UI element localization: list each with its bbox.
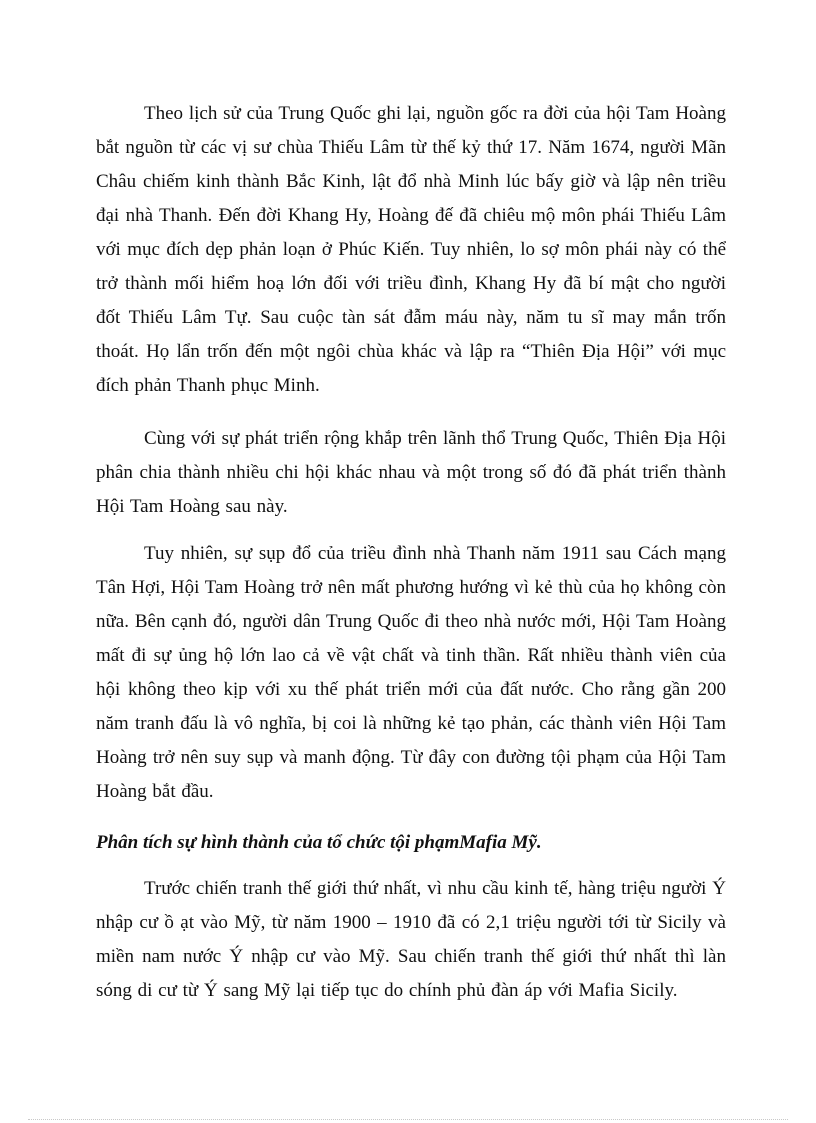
section-heading: Phân tích sự hình thành của tổ chức tội phạmMafia Mỹ.	[96, 832, 542, 853]
paragraph-triad-origins: Theo lịch sử của Trung Quốc ghi lại, nguồn gốc ra đời của hội Tam Hoàng bắt nguồn từ các vị sư chùa Thiếu Lâm từ thế kỷ thứ 17. Năm 1674, người Mãn Châu chiếm kinh thành Bắc Kinh, lật đổ nhà Minh lúc bấy giờ và lập nên triều đại nhà Thanh. Đến đời Khang Hy, Hoàng đế đã chiêu mộ môn phái Thiếu Lâm với mục đích dẹp phản loạn ở Phúc Kiến. Tuy nhiên, lo sợ môn phái này có thể trở thành mối hiểm hoạ lớn đối với triều đình, Khang Hy đã bí mật cho người đốt Thiếu Lâm Tự. Sau cuộc tàn sát đẫm máu này, năm tu sĩ may mắn trốn thoát. Họ lẩn trốn đến một ngôi chùa khác và lập ra “Thiên Địa Hội” với mục đích phản Thanh phục Minh.	[96, 103, 726, 396]
page-bottom-divider	[28, 1119, 788, 1120]
paragraph-italian-immigration: Trước chiến tranh thế giới thứ nhất, vì nhu cầu kinh tế, hàng triệu người Ý nhập cư ồ ạt vào Mỹ, từ năm 1900 – 1910 đã có 2,1 triệu người tới từ Sicily và miền nam nước Ý nhập cư vào Mỹ. Sau chiến tranh thế giới thứ nhất thì làn sóng di cư từ Ý sang Mỹ lại tiếp tục do chính phủ đàn áp với Mafia Sicily.	[96, 878, 726, 1001]
paragraph-qing-collapse: Tuy nhiên, sự sụp đổ của triều đình nhà Thanh năm 1911 sau Cách mạng Tân Hợi, Hội Tam Hoàng trở nên mất phương hướng vì kẻ thù của họ không còn nữa. Bên cạnh đó, người dân Trung Quốc đi theo nhà nước mới, Hội Tam Hoàng mất đi sự ủng hộ lớn lao cả về vật chất và tinh thần. Rất nhiều thành viên của hội không theo kịp với xu thế phát triển mới của đất nước. Cho rằng gần 200 năm tranh đấu là vô nghĩa, bị coi là những kẻ tạo phản, các thành viên Hội Tam Hoàng trở nên suy sụp và manh động. Từ đây con đường tội phạm của Hội Tam Hoàng bắt đầu.	[96, 543, 726, 802]
paragraph-heaven-earth-society: Cùng với sự phát triển rộng khắp trên lãnh thổ Trung Quốc, Thiên Địa Hội phân chia thành nhiều chi hội khác nhau và một trong số đó đã phát triển thành Hội Tam Hoàng sau này.	[96, 428, 726, 517]
